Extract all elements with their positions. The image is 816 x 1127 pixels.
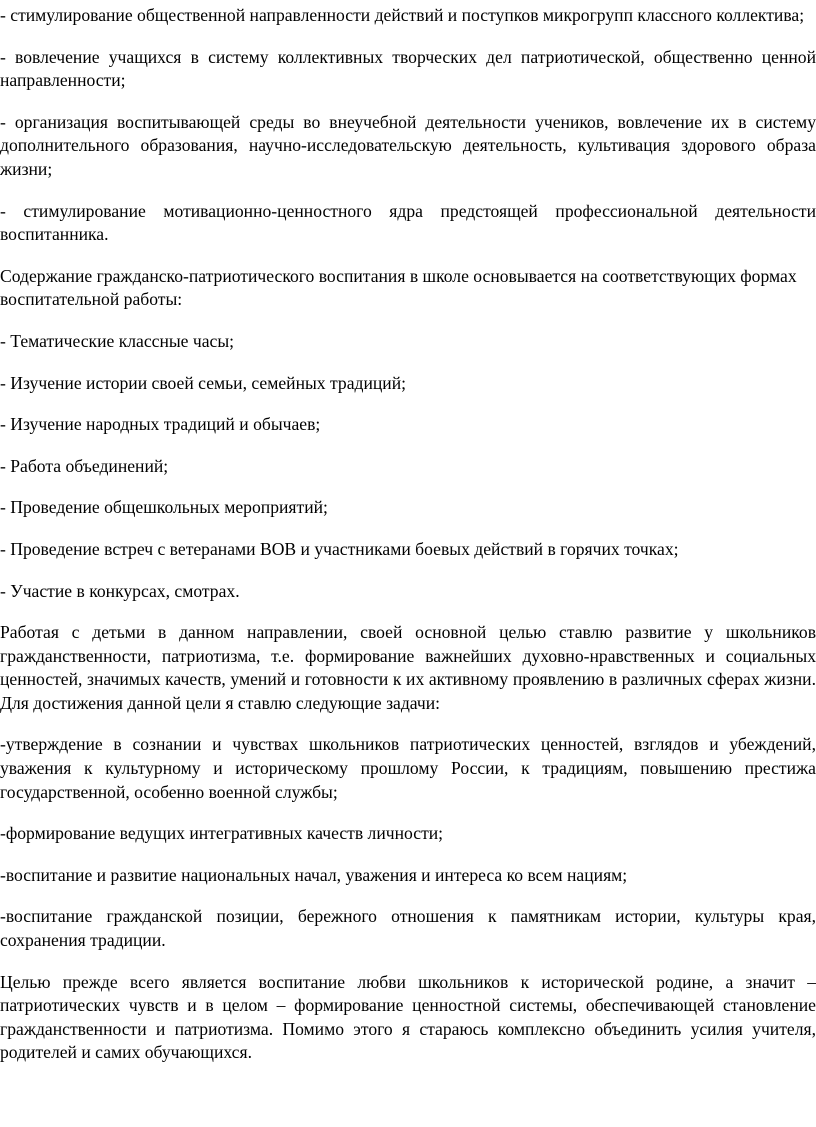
paragraph-main-goal: Работая с детьми в данном направлении, своей основной целью ставлю развитие у школьников гражданственности, патриотизма, т.е. формирование важнейших духовно-нравственных и социальных ценностей, значимых качеств, умений и готовности к их активному проявлению в различных сферах жизни. Для достижения данной цели я ставлю следующие задачи: — [0, 622, 816, 713]
task-national-principles: -воспитание и развитие национальных начал, уважения и интереса ко всем нациям; — [0, 864, 628, 885]
list-item-folk-traditions: - Изучение народных традиций и обычаев; — [0, 414, 321, 435]
list-item-class-hours: - Тематические классные часы; — [0, 330, 235, 351]
paragraph-conclusion: Целью прежде всего является воспитание любви школьников к исторической родине, а значит – патриотических чувств и в целом – формирование ценностной системы, обеспечивающей становление гражданственности и патриотизма. Помимо этого я стараюсь комплексно объединить усилия учителя, родителей и самих обучающихся. — [0, 971, 816, 1063]
task-patriotic-values: -утверждение в сознании и чувствах школьников патриотических ценностей, взглядов и убеждений, уважения к культурному и историческому прошлому России, к традициям, повышению престижа государственной, особенно военной службы; — [0, 734, 816, 802]
list-item-school-events: - Проведение общешкольных мероприятий; — [0, 497, 328, 518]
paragraph-collective-creative: - вовлечение учащихся в систему коллективных творческих дел патриотической, общественно ценной направленности; — [0, 46, 816, 91]
paragraph-content-forms: Содержание гражданско-патриотического воспитания в школе основывается на соответствующих формах воспитательной работы: — [0, 265, 797, 310]
paragraph-educational-environment: - организация воспитывающей среды во внеучебной деятельности учеников, вовлечение их в систему дополнительного образования, научно-исследовательскую деятельность, культивация здорового образа жизни; — [0, 111, 816, 179]
list-item-contests: - Участие в конкурсах, смотрах. — [0, 580, 240, 601]
list-item-associations: - Работа объединений; — [0, 455, 169, 476]
task-civic-position: -воспитание гражданской позиции, бережного отношения к памятникам истории, культуры края, сохранения традиции. — [0, 906, 816, 951]
list-item-veteran-meetings: - Проведение встреч с ветеранами ВОВ и участниками боевых действий в горячих точках; — [0, 538, 679, 559]
task-integrative-qualities: -формирование ведущих интегративных качеств личности; — [0, 823, 444, 844]
paragraph-microgroups: - стимулирование общественной направленности действий и поступков микрогрупп классного коллектива; — [0, 5, 805, 25]
list-item-family-history: - Изучение истории своей семьи, семейных традиций; — [0, 372, 407, 393]
paragraph-motivation-core: - стимулирование мотивационно-ценностного ядра предстоящей профессиональной деятельности воспитанника. — [0, 200, 816, 245]
